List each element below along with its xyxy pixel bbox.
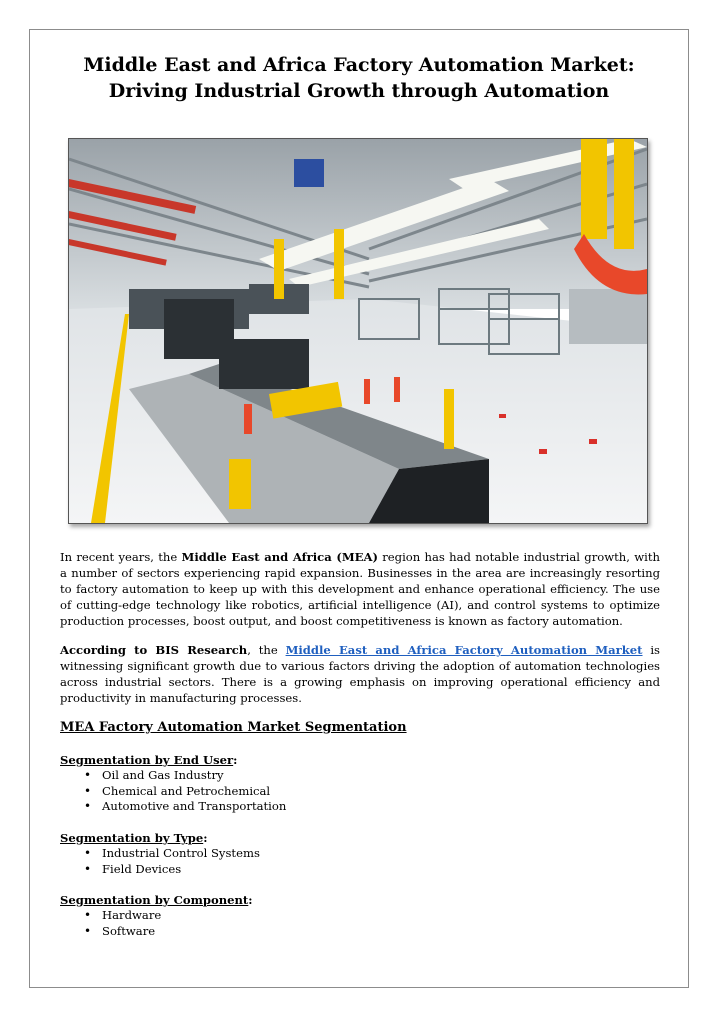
- market-report-link[interactable]: Middle East and Africa Factory Automation Market: [285, 643, 643, 657]
- factory-illustration: [69, 139, 647, 523]
- segment-title: Segmentation by Component: [60, 893, 249, 907]
- segment-type: Segmentation by Type: • Industrial Control Systems • Field Devices: [60, 830, 660, 877]
- region-name: Middle East and Africa (MEA): [181, 550, 378, 564]
- list-item: • Hardware: [102, 908, 660, 924]
- source-name: According to BIS Research: [60, 643, 248, 657]
- segment-title: Segmentation by End User: [60, 753, 234, 767]
- document-page: [29, 29, 689, 988]
- list-item: • Oil and Gas Industry: [102, 768, 660, 784]
- list-item: • Industrial Control Systems: [102, 846, 660, 862]
- intro-paragraph: In recent years, the Middle East and Africa (MEA) region has had notable industrial growth, with a number of sectors experiencing rapid expansion. Businesses in the area are increasingly resorting to factory automation to keep up with this development and enhance operational efficiency. The use of cutting-edge technology like robotics, artificial intelligence (AI), and control systems to optimize production processes, boost output, and boost competitiveness is known as factory automation.: [60, 550, 660, 628]
- segmentation-heading: MEA Factory Automation Market Segmentation: [60, 720, 407, 735]
- segment-title: Segmentation by Type: [60, 831, 204, 845]
- list-item: • Automotive and Transportation: [102, 799, 660, 815]
- research-paragraph: According to BIS Research, the Middle East and Africa Factory Automation Market is witnessing significant growth due to various factors driving the adoption of automation technologies across industrial sectors. There is a growing emphasis on improving operational efficiency and productivity in manufacturing processes.: [60, 643, 660, 705]
- list-item: • Chemical and Petrochemical: [102, 784, 660, 800]
- segment-component: Segmentation by Component: • Hardware • Software: [60, 892, 660, 939]
- list-item: • Software: [102, 924, 660, 940]
- list-item: • Field Devices: [102, 862, 660, 878]
- segment-end-user: Segmentation by End User: • Oil and Gas Industry • Chemical and Petrochemical • Automotive and Transportation: [60, 752, 660, 815]
- factory-photo: [68, 138, 648, 524]
- page-title: Middle East and Africa Factory Automation Market: Driving Industrial Growth through Automation: [83, 54, 635, 102]
